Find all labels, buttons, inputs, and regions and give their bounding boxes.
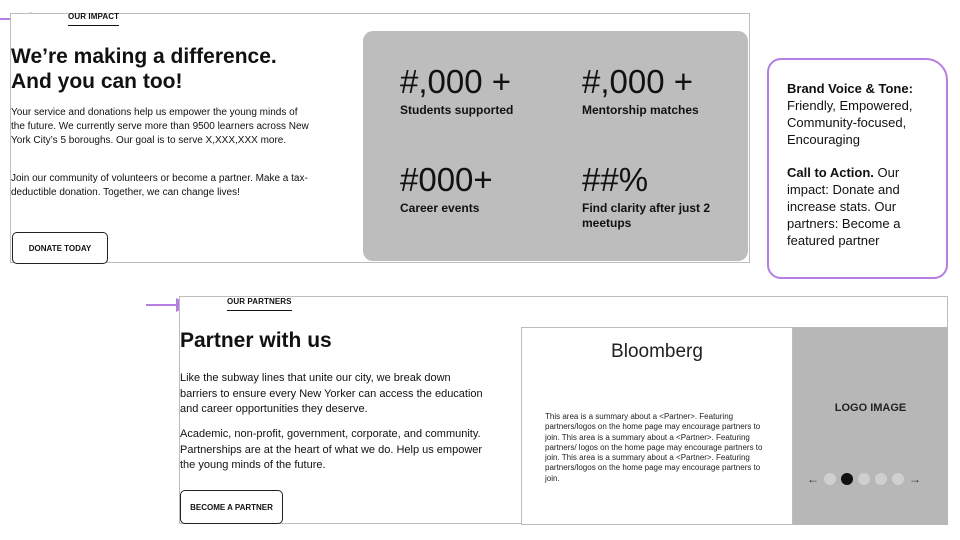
- partners-headline: Partner with us: [180, 329, 332, 352]
- cta-note: [787, 164, 932, 249]
- impact-stats-panel: [363, 31, 748, 261]
- stat-value: #,000 +: [582, 63, 694, 100]
- impact-eyebrow: OUR IMPACT: [68, 12, 119, 26]
- carousel-prev-arrow-icon[interactable]: ←: [807, 472, 819, 486]
- stat-label: Career events: [400, 201, 480, 215]
- logo-image-placeholder: LOGO IMAGE: [834, 402, 907, 414]
- impact-paragraph-1: Your service and donations help us empower the young minds of the future. We currently serve more than 9500 learners across New York City’s 5 boroughs. Our goal is to serve X,XXX,XXX more.: [11, 107, 309, 147]
- impact-headline-line1: We’re making a difference.: [11, 45, 277, 68]
- donate-today-button[interactable]: DONATE TODAY: [12, 232, 108, 264]
- brand-voice-note: [787, 80, 932, 148]
- impact-headline: [11, 44, 356, 94]
- stat-mentorship: [582, 65, 699, 118]
- partners-eyebrow: OUR PARTNERS: [227, 297, 292, 311]
- stat-label: Mentorship matches: [582, 103, 699, 117]
- partners-paragraph-1: Like the subway lines that unite our city, we break down barriers to ensure every New Yorker can access the education and career opportunities they deserve.: [180, 372, 483, 415]
- stat-value: #000+: [400, 161, 493, 198]
- impact-headline-line2: And you can too!: [11, 70, 183, 93]
- brand-voice-title: Brand Voice & Tone:: [787, 81, 913, 96]
- partners-paragraph-2: Academic, non-profit, government, corporate, and community. Partnerships are at the heart of what we do. Help us empower the young minds of the future.: [180, 428, 483, 471]
- impact-paragraph-2: Join our community of volunteers or become a partner. Make a tax-deductible donation. Together, we can change lives!: [11, 173, 308, 199]
- brand-voice-body: Friendly, Empowered, Community-focused, Encouraging: [787, 98, 913, 147]
- partners-section: [179, 296, 948, 524]
- stat-career-events: [400, 163, 493, 216]
- carousel-dot[interactable]: [875, 473, 887, 485]
- partner-name: Bloomberg: [611, 341, 703, 362]
- carousel-dot[interactable]: [858, 473, 870, 485]
- become-partner-button[interactable]: BECOME A PARTNER: [180, 490, 283, 524]
- stat-value: ##%: [582, 161, 649, 198]
- stat-label: Students supported: [400, 103, 514, 117]
- partner-carousel: [807, 472, 921, 486]
- brand-notes-callout: [767, 58, 948, 279]
- partner-card: [521, 327, 793, 525]
- cta-title: Call to Action.: [787, 165, 874, 180]
- partner-logo-panel: [793, 327, 948, 525]
- partner-summary: This area is a summary about a <Partner>. Featuring partners/logos on the home page may encourage partners to join. This area is a summary about a <Partner>. Featuring partners/ logos on the home page may encourage partners to join. This area is a summary about a <Partner>. Featuring partners/logos on the home page may encourage partners to join.: [545, 412, 763, 483]
- carousel-dot[interactable]: [892, 473, 904, 485]
- impact-section: [10, 13, 750, 263]
- stat-students: [400, 65, 513, 118]
- stat-value: #,000 +: [400, 63, 512, 100]
- carousel-dot-active[interactable]: [841, 473, 853, 485]
- carousel-dot[interactable]: [824, 473, 836, 485]
- stat-label: Find clarity after just 2 meetups: [582, 201, 711, 230]
- stat-clarity: [582, 163, 712, 231]
- cta-body: Our impact: Donate and increase stats. Our partners: Become a featured partner: [787, 165, 901, 248]
- carousel-next-arrow-icon[interactable]: →: [909, 472, 921, 486]
